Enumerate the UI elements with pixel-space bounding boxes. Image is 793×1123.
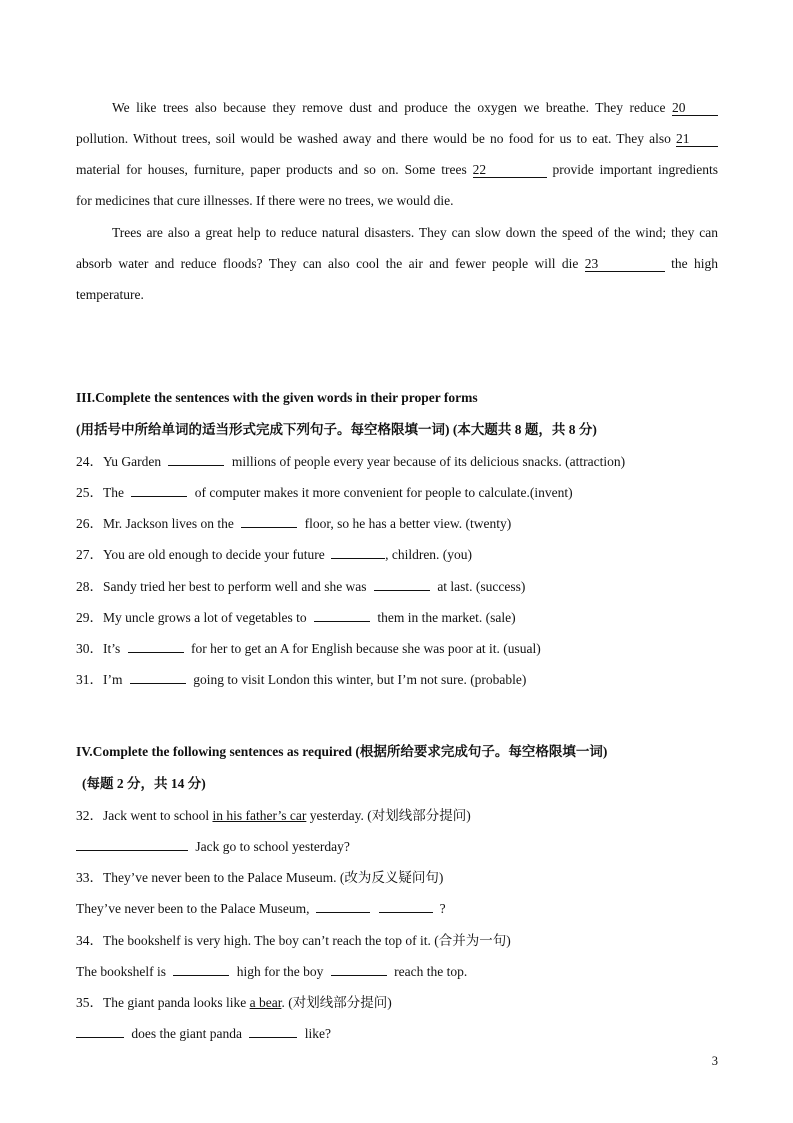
question-24: 24．Yu Garden millions of people every year because of its delicious snacks. (attraction) bbox=[76, 454, 626, 469]
answer-blank[interactable] bbox=[168, 453, 224, 466]
passage-line: Trees are also a great help to reduce natural disasters. They can slow down the speed of the wind; they can bbox=[112, 225, 718, 240]
answer-blank[interactable] bbox=[241, 515, 297, 528]
blank-20: 20 bbox=[672, 100, 718, 116]
answer-blank[interactable] bbox=[249, 1025, 297, 1038]
question-31: 31．I’m going to visit London this winter, but I’m not sure. (probable) bbox=[76, 672, 527, 687]
answer-blank[interactable] bbox=[314, 609, 370, 622]
answer-blank[interactable] bbox=[331, 963, 387, 976]
blank-21: 21 bbox=[676, 131, 718, 147]
question-35: 35．The giant panda looks like a bear. (对划线部分提问) bbox=[76, 995, 392, 1010]
blank-22: 22 bbox=[473, 162, 547, 178]
answer-blank[interactable] bbox=[316, 900, 370, 913]
answer-blank[interactable] bbox=[128, 640, 184, 653]
section-4-score: (每题 2 分，共 14 分) bbox=[82, 776, 206, 791]
answer-blank[interactable] bbox=[76, 1025, 124, 1038]
question-29: 29．My uncle grows a lot of vegetables to them in the market. (sale) bbox=[76, 610, 516, 625]
answer-blank[interactable] bbox=[173, 963, 229, 976]
answer-blank[interactable] bbox=[379, 900, 433, 913]
question-35-answer: does the giant panda like? bbox=[76, 1025, 718, 1043]
blank-23: 23 bbox=[585, 256, 665, 272]
passage-line: temperature. bbox=[76, 287, 144, 302]
page-number: 3 bbox=[711, 1054, 718, 1068]
passage-line: pollution. Without trees, soil would be washed away and there would be no food for us to eat. They also 21 bbox=[76, 130, 718, 148]
question-33-answer: They’ve never been to the Palace Museum, ? bbox=[76, 901, 446, 916]
passage-line: for medicines that cure illnesses. If there were no trees, we would die. bbox=[76, 193, 454, 208]
answer-blank[interactable] bbox=[374, 578, 430, 591]
answer-blank[interactable] bbox=[131, 484, 187, 497]
question-26: 26．Mr. Jackson lives on the floor, so he has a better view. (twenty) bbox=[76, 516, 512, 531]
question-27: 27．You are old enough to decide your future , children. (you) bbox=[76, 547, 473, 562]
answer-blank[interactable] bbox=[76, 838, 188, 851]
question-32: 32．Jack went to school in his father’s car yesterday. (对划线部分提问) bbox=[76, 808, 471, 823]
question-33: 33．They’ve never been to the Palace Museum. (改为反义疑问句) bbox=[76, 870, 444, 885]
question-25: 25．The of computer makes it more convenient for people to calculate.(invent) bbox=[76, 485, 573, 500]
answer-blank[interactable] bbox=[130, 671, 186, 684]
passage-line: material for houses, furniture, paper products and so on. Some trees 22 provide important ingredients bbox=[76, 162, 719, 177]
question-28: 28．Sandy tried her best to perform well and she was at last. (success) bbox=[76, 579, 526, 594]
passage-line: We like trees also because they remove dust and produce the oxygen we breathe. They reduce 20 bbox=[112, 99, 718, 117]
section-3-instruction: (用括号中所给单词的适当形式完成下列句子。每空格限填一词) (本大题共 8 题，共 8 分) bbox=[76, 422, 597, 437]
passage-line: absorb water and reduce floods? They can also cool the air and fewer people will die 23 the high bbox=[76, 256, 719, 271]
question-30: 30．It’s for her to get an A for English because she was poor at it. (usual) bbox=[76, 641, 541, 656]
question-34: 34．The bookshelf is very high. The boy can’t reach the top of it. (合并为一句) bbox=[76, 933, 511, 948]
question-34-answer: The bookshelf is high for the boy reach the top. bbox=[76, 964, 468, 979]
section-3-title: III.Complete the sentences with the given words in their proper forms bbox=[76, 390, 478, 405]
question-32-answer: Jack go to school yesterday? bbox=[76, 838, 718, 856]
section-4-title: IV.Complete the following sentences as required (根据所给要求完成句子。每空格限填一词) bbox=[76, 744, 608, 759]
answer-blank[interactable] bbox=[331, 546, 385, 559]
